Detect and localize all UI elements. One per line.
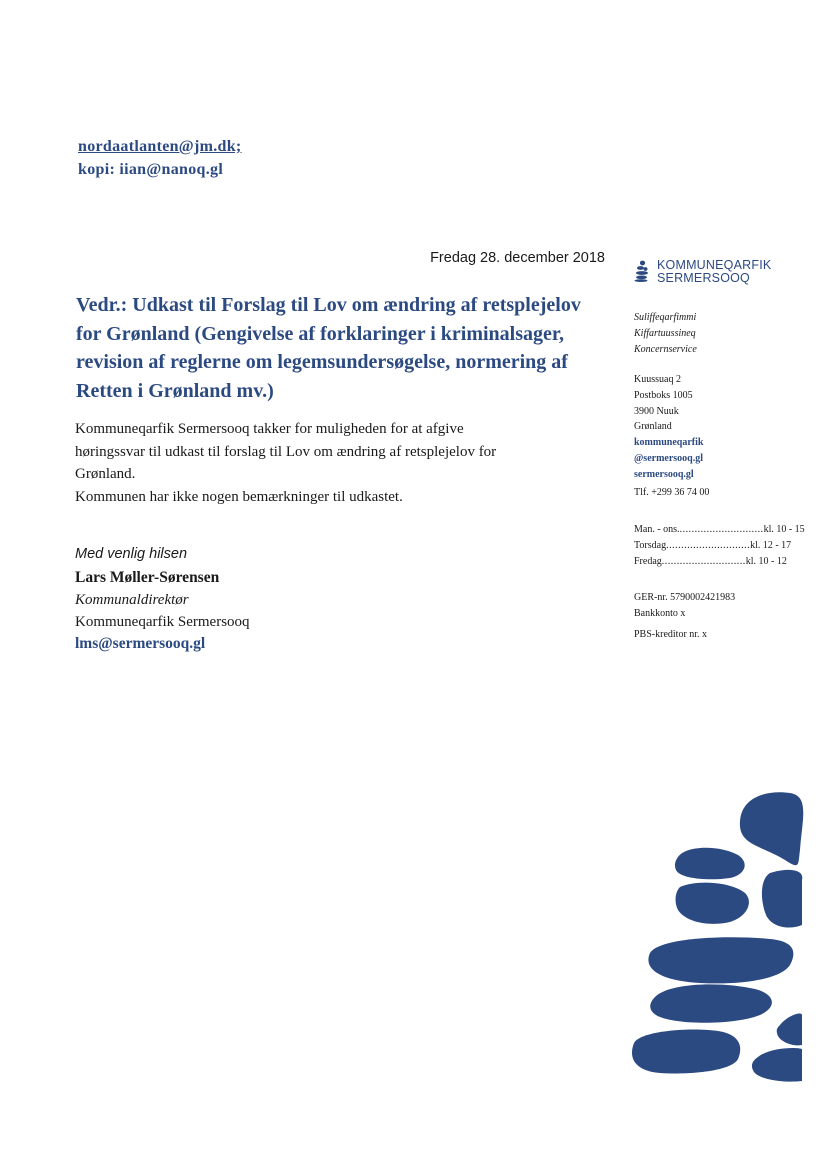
sidebar-department: [634, 310, 697, 357]
decorative-stones-graphic: [620, 775, 828, 1095]
sidebar-address: [634, 372, 709, 500]
letter-date: Fredag 28. december 2018: [430, 250, 605, 266]
organization-logo: [634, 258, 804, 288]
stone-shape: [762, 870, 802, 928]
stone-shape: [675, 848, 745, 880]
signature-greeting: Med venlig hilsen: [75, 546, 188, 562]
address-city: 3900 Nuuk: [634, 405, 679, 417]
department-line: Kiffartuussineq: [634, 327, 696, 339]
sidebar-phone: Tlf. +299 36 74 00: [634, 486, 710, 498]
stone-shape: [650, 984, 772, 1022]
logo-line-1: KOMMUNEQARFIK: [657, 258, 772, 272]
signature-organization: Kommuneqarfik Sermersooq: [75, 614, 250, 630]
stone-shape: [632, 1030, 740, 1074]
hours-time: kl. 12 - 17: [750, 539, 792, 551]
department-line: Suliffeqarfimmi: [634, 312, 697, 323]
signature-email[interactable]: lms@sermersooq.gl: [75, 635, 206, 652]
subject-line: for Grønland (Gengivelse af forklaringer i kriminalsager,: [76, 322, 564, 345]
hours-row: Man. - ons. ............................ kl. 10 - 15: [634, 522, 782, 538]
department-line: Koncernservice: [634, 343, 697, 355]
signature-title: Kommunaldirektør: [75, 592, 189, 608]
hours-day: Torsdag: [634, 539, 667, 551]
subject-line: Vedr.: Udkast til Forslag til Lov om ændring af retsplejelov: [76, 294, 581, 316]
bank-account: Bankkonto x: [634, 607, 686, 619]
subject-line: revision af reglerne om legemsundersøgelse, normering af: [76, 351, 568, 373]
body-line: Kommunen har ikke nogen bemærkninger til udkastet.: [75, 488, 403, 505]
hours-row: Fredag ............................ kl. 10 - 12: [634, 554, 782, 570]
recipient-copy: kopi: iian@nanoq.gl: [78, 161, 224, 178]
stones-logo-icon: [634, 260, 650, 282]
ger-number: GER-nr. 5790002421983: [634, 592, 736, 603]
address-country: Grønland: [634, 421, 672, 433]
address-box: Postboks 1005: [634, 389, 693, 401]
hours-time: kl. 10 - 15: [763, 524, 805, 535]
subject-line: Retten i Grønland mv.): [76, 379, 274, 402]
pbs-creditor: [634, 627, 707, 643]
signature-name: Lars Møller-Sørensen: [75, 569, 220, 586]
letter-body: [75, 418, 615, 508]
stone-shape: [676, 883, 749, 924]
body-line: høringssvar til udkast til forslag til Lov om ændring af retsplejelov for: [75, 443, 497, 460]
stone-shape: [740, 792, 803, 865]
subject-heading: [76, 291, 611, 405]
hours-day: Fredag: [634, 555, 662, 567]
sidebar-email-link[interactable]: kommuneqarfik: [634, 437, 704, 449]
sidebar-website-link[interactable]: sermersooq.gl: [634, 468, 694, 480]
sidebar-registration: [634, 590, 735, 622]
stone-shape: [648, 937, 793, 983]
stone-shape: [752, 1048, 802, 1082]
address-street: Kuussuaq 2: [634, 374, 681, 385]
body-line: Kommuneqarfik Sermersooq takker for muligheden for at afgive: [75, 421, 464, 437]
sidebar-email-link-cont[interactable]: @sermersooq.gl: [634, 452, 704, 464]
hours-time: kl. 10 - 12: [745, 555, 787, 567]
logo-wordmark: [657, 259, 771, 285]
recipient-email[interactable]: nordaatlanten@jm.dk;: [78, 138, 242, 155]
body-line: Grønland.: [75, 466, 136, 482]
opening-hours: [634, 522, 805, 569]
hours-day: Man. - ons.: [634, 524, 680, 535]
logo-line-2: SERMERSOOQ: [657, 271, 750, 285]
hours-row: Torsdag ............................ kl. 12 - 17: [634, 538, 782, 554]
stone-shape: [777, 1013, 802, 1045]
pbs-number: PBS-kreditor nr. x: [634, 629, 708, 640]
